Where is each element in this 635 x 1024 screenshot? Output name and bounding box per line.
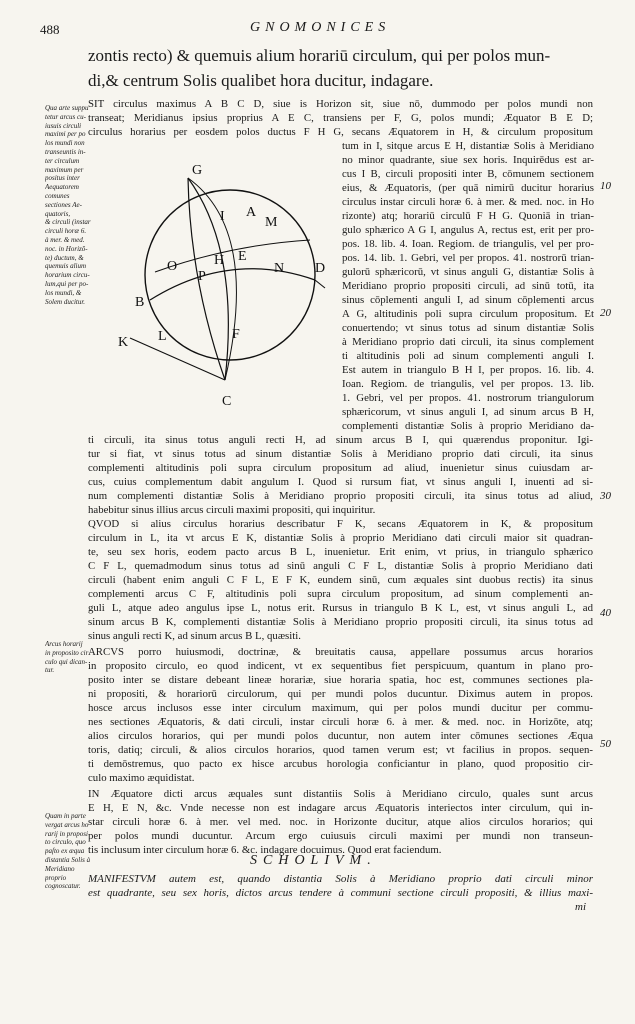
diagram-label: C <box>222 394 232 409</box>
diagram-label: B <box>135 295 145 310</box>
body-line: ni propositi, & horariorū circulorum, qui per mundi polos ducuntur. Diximus autem in propos. <box>88 688 593 700</box>
margin-note-line: Arcus horarij <box>45 640 83 648</box>
line-d <box>315 280 325 288</box>
margin-note-line: Quam in parte <box>45 812 86 820</box>
margin-note-line: Aequatorem <box>45 183 79 192</box>
body-line: Est autem in triangulo B H I, per propos. 16. lib. 4. <box>342 364 594 376</box>
margin-note-line: Solem ducitur. <box>45 297 86 306</box>
body-line: à Meridiano proprio dati circuli, ita sinus complement <box>342 336 594 348</box>
diagram-label: E <box>238 249 247 264</box>
body-line: circuli (habent enim anguli C F L, E F K, eundem sinū, cum æquales sint duobus rectis) ita sinus <box>88 574 593 586</box>
sphere-diagram <box>110 160 330 410</box>
margin-note-line: quemuis alium <box>45 262 87 271</box>
diagram-label: L <box>158 329 167 344</box>
body-line: complementi altitudinis poli supra circulum propositum ad aliud, inuenietur sinus cuiusdam ar- <box>88 462 593 474</box>
body-line: E H, E N, &c. Vnde necesse non est indagare arcus Æquatoris interiectos inter circulum, qui in- <box>88 802 593 814</box>
body-line: complementi distantiæ Solis à proprio Meridiano da- <box>342 420 594 432</box>
body-line: SIT circulus maximus A B C D, siue is Horizon sit, siue nō, dummodo per polos mundi non <box>88 98 593 110</box>
line-number: 50 <box>600 738 611 750</box>
body-line: eius, & Æquatoris, (per quā nimirū ducitur horarius <box>342 182 594 194</box>
body-line: Ioan. Regiom. de triangulis, vel per propos. 13. lib. <box>342 378 594 390</box>
scholium-line: mi <box>575 901 586 913</box>
line-number: 30 <box>600 490 611 502</box>
body-line: num complementi distantiæ Solis à Meridiano proprio propositi circuli, ita sinus totus ad aliud, <box>88 490 593 502</box>
body-line: circulum in L, ita vt arcus E K, distantiæ Solis à proprio Meridiano dati circuli maior sit quadran- <box>88 532 593 544</box>
margin-note-line: & circuli (instar <box>45 218 91 227</box>
body-line: IN Æquatore dicti arcus æquales sunt distantiis Solis à Meridiano circulo, quales sunt arcus <box>88 788 593 800</box>
body-line: tis inclusum inter circulum horæ 6. &c. indagare docuimus. Quod erat faciendum. <box>88 844 442 856</box>
margin-note-line: vergat arcus ho <box>45 820 89 829</box>
margin-note-line: tur. <box>45 666 55 675</box>
line-number: 20 <box>600 307 611 319</box>
margin-note-line: horarium circu- <box>45 271 90 280</box>
body-line: ti demōstremus, quo pacto ex hisce arcubus horologia conficiantur in plano, quod propositio cir- <box>88 758 593 770</box>
margin-note-line: positus inter <box>45 174 80 183</box>
body-line: complementi arcus C F, altitudinis poli supra circulum propositum, ad sinum complementi an- <box>88 588 593 600</box>
body-line: no minor quadrante, siue sex horis. Inquirēdus est ar- <box>342 154 594 166</box>
scholium-line: est quadrante, seu sex horis, dictos arcus tendere à communi sectione circuli propositi, & illius maxi- <box>88 887 593 899</box>
body-line: sinum arcus B K, complementi distantiæ Solis à Meridiano proprio propositi circuli, ita sinus totus ad <box>88 616 593 628</box>
body-line: 1. Gebri, vel per propos. 41. nostrorum triangulorum <box>342 392 594 404</box>
margin-note-line: paſto ex æqua <box>45 847 85 856</box>
line-number: 10 <box>600 180 611 192</box>
margin-note-line: te) ductum, & <box>45 253 84 262</box>
diagram-label: M <box>265 215 278 230</box>
diagram-label: K <box>118 335 129 350</box>
body-line: sphæricorum, vt sinus anguli I, ad sinum arcus B H, <box>342 406 594 418</box>
body-line: QVOD si alius circulus horarius describatur F K, secans Æquatorem in K, & propositum <box>88 518 593 530</box>
body-line: conuertendo; vt sinus totus ad sinum distantiæ Solis <box>342 322 594 334</box>
body-line: culo maximo æquidistat. <box>88 772 195 784</box>
body-line: pos. 18. lib. 4. Ioan. Regiom. de triangulis, vel per pro- <box>342 238 594 250</box>
body-line: cus I B, circuli propositi inter B, cōmunem sectionem <box>342 168 594 180</box>
body-line: in proposito circulo, eo quod indicent, vt ex sequentibus fiet perspicuum, quantum in plano pro- <box>88 660 593 672</box>
body-line: toris, datiq; circuli, & alios circulos horarios, quod tamen verum est; vt facilius in propos. sequen- <box>88 744 593 756</box>
body-line: sinus cōplementi anguli I, ad sinum cōplementi arcus <box>342 294 594 306</box>
body-line: cus, cuius complementum dabit angulum I. Quod si rursum fiat, vt sinus anguli I, inuenti ad si- <box>88 476 593 488</box>
diagram-label: A <box>246 205 257 220</box>
proposed-circle-arc <box>155 240 310 272</box>
body-line: A G, altitudinis poli supra circulum propositum. Et <box>342 308 594 320</box>
great-circle <box>145 190 315 360</box>
margin-note-line: culo qui dican- <box>45 657 88 666</box>
body-line: per polos mundi ducuntur. Arcum ergo cuiusuis circuli maximi per mundi non transeun- <box>88 830 593 842</box>
margin-note-line: à mer. & med. <box>45 235 85 244</box>
margin-note-line: quatoris, <box>45 209 71 218</box>
body-line: circulus instar circuli horæ 6. à mer. & med. noc. in Ho <box>342 196 594 208</box>
margin-note-line: los mundi, & <box>45 288 82 297</box>
title-line-2: di,& centrum Solis qualibet hora ducitur, indagare. <box>88 71 434 90</box>
margin-note-line: in proposito cir <box>45 648 89 657</box>
body-line: nes sectiones Æquatoris, & dati circuli, instar circuli horæ 6. à mer. & med. noc. in Horizōte, atq; <box>88 716 593 728</box>
title-line-1: zontis recto) & quemuis alium horariū circulum, qui per polos mun- <box>88 46 551 65</box>
body-line: rizonte) atq; horariū circulū F H G. Quoniā in trian- <box>342 210 594 222</box>
margin-note-line: circuli horæ 6. <box>45 227 87 236</box>
margin-note-line: Qua arte suppu <box>45 104 89 112</box>
body-line: transeat; Meridianus ipsius proprius A E C, transiens per F, G, polos mundi; Æquator B E D; <box>88 112 593 124</box>
line-fk <box>130 338 225 380</box>
body-line: posito inter se distare debeant lineæ horariæ, siue horaria spatia, hoc est, communes sectiones pla- <box>88 674 593 686</box>
running-head: GNOMONICES <box>250 20 391 35</box>
body-line: te, seu sex horis, eodem pacto arcus B L, inuenietur. Erit enim, vt prius, in triangulo sphærico <box>88 546 593 558</box>
diagram-label: G <box>192 163 203 178</box>
scholium-line: MANIFESTVM autem est, quando distantia Solis à Meridiano proprio dati circuli minor <box>88 873 593 885</box>
margin-note-line: maximi per po <box>45 130 86 139</box>
body-line: sinus anguli recti K, ad sinum arcus B L, quæsiti. <box>88 630 301 642</box>
diagram-label: I <box>220 209 225 224</box>
body-line: gulo sphærico A G I, angulus A, rectus est, erit per pro- <box>342 224 594 236</box>
body-line: guli L, atque adeo angulus ipse L, notus erit. Rursus in triangulo B K L, est, vt sinus anguli L, ad <box>88 602 593 614</box>
body-line: ARCVS porro huiusmodi, doctrinæ, & breuitatis causa, appellare possumus arcus horarios <box>88 646 593 658</box>
margin-note-line: tetur arcus cu- <box>45 112 86 121</box>
body-line: tum in I, sitque arcus E H, distantiæ Solis à Meridiano <box>342 140 594 152</box>
diagram-label: H <box>214 253 225 268</box>
body-line: C F L, quemadmodum sinus totus ad sinū anguli C F L, distantiæ Solis à proprio Meridiano dati <box>88 560 593 572</box>
margin-note-line: proprio <box>45 873 67 882</box>
body-line: gulorū sphæricorū, vt sinus anguli G, distantiæ Solis à <box>342 266 594 278</box>
margin-note-line: los mundi non <box>45 139 85 148</box>
margin-note-line: lum,qui per po- <box>45 279 89 288</box>
margin-note-line: comunes <box>45 191 70 200</box>
body-line: pos. 14. lib. 1. Gebri, vel per propos. 41. nostrorū trian- <box>342 252 594 264</box>
body-line: tur si fiat, vt sinus totus ad sinum distantiæ Solis à Meridiano proprio dati circuli, ita sinus <box>88 448 593 460</box>
margin-note-line: sectiones Ae- <box>45 200 82 209</box>
horary-arc-2 <box>188 178 236 380</box>
page-number: 488 <box>40 22 60 37</box>
body-line: alios circulos horarios, qui per mundi polos ducuntur, non autem inter cōmunes sectiones Æqua <box>88 730 593 742</box>
body-line: hosce arcus inclusos esse inter circulum maximum, qui per polos mundi ducitur per commu- <box>88 702 593 714</box>
body-line: habebitur sinus illius arcus circuli maximi propositi, qui inquiritur. <box>88 504 376 516</box>
line-number: 40 <box>600 607 611 619</box>
margin-note-line: to circulo, quo <box>45 838 86 847</box>
margin-note-line: iusuis circuli <box>45 121 82 130</box>
margin-note-line: noc. in Horizō- <box>45 244 88 253</box>
margin-note-line: maximum per <box>45 165 84 174</box>
body-line: ti circuli, ita sinus totus anguli recti H, ad sinum arcus B I, qui quærendus proponitur. Igi- <box>88 434 593 446</box>
margin-note-line: Meridiano <box>45 864 75 873</box>
margin-note-line: ter circulum <box>45 156 80 165</box>
margin-note-line: rarij in proposi <box>45 829 88 838</box>
body-line: star circuli horæ 6. à mer. vel med. noc. in Horizonte ducitur, atque alios circulos horarios; qui <box>88 816 593 828</box>
margin-note-line: distantia Solis à <box>45 855 91 864</box>
margin-note-line: transeuntis in- <box>45 147 86 156</box>
scholium-heading: SCHOLIVM. <box>250 853 377 868</box>
body-line: Meridiano proprio propositi circuli, ad sinū totū, ita <box>342 280 594 292</box>
body-line: ti altitudinis poli ad sinum complementi anguli I. <box>342 350 594 362</box>
diagram-label: P <box>198 269 206 284</box>
body-line: circulus horarius per eosdem polos ductus F H G, secans Æquatorem in H, & circulum propositum <box>88 126 593 138</box>
diagram-label: D <box>315 261 326 276</box>
diagram-label: F <box>232 327 240 342</box>
diagram-label: N <box>274 261 285 276</box>
diagram-label: O <box>167 259 178 274</box>
margin-note-line: cognoscatur. <box>45 882 81 891</box>
